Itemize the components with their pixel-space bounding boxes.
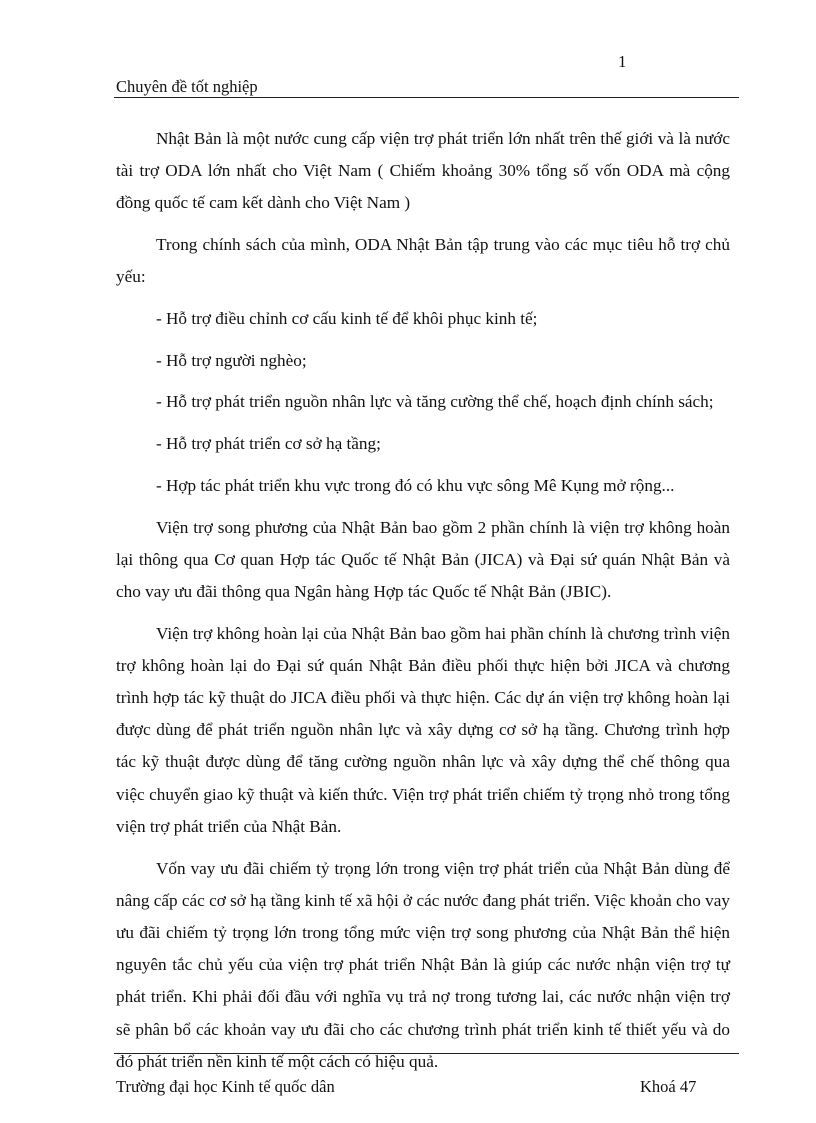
bullet-item: - Hỗ trợ điều chỉnh cơ cấu kinh tế để khôi phục kinh tế; bbox=[156, 309, 538, 329]
bullet-item: - Hỗ trợ người nghèo; bbox=[156, 350, 307, 370]
paragraph: Viện trợ không hoàn lại của Nhật Bản bao gồm hai phần chính là chương trình viện trợ không hoàn lại do Đại sứ quán Nhật Bản điều phối thực hiện bởi JICA và chương trình hợp tác kỹ thuật do JICA điều phối và thực hiện. Các dự án viện trợ không hoàn lại được dùng để phát triển nguồn nhân lực và xây dựng cơ sở hạ tầng. Chương trình hợp tác kỹ thuật được dùng để tăng cường nguồn nhân lực và xây dựng thể chế thông qua việc chuyển giao kỹ thuật và kiến thức. Viện trợ phát triển chiếm tỷ trọng nhỏ trong tổng viện trợ phát triển của Nhật Bản. bbox=[116, 623, 730, 836]
footer-course: Khoá 47 bbox=[640, 1077, 697, 1096]
footer-rule bbox=[114, 1053, 739, 1054]
header-title: Chuyên đề tốt nghiệp bbox=[116, 77, 258, 96]
footer-school: Trường đại học Kinh tế quốc dân bbox=[116, 1077, 335, 1096]
paragraph: Viện trợ song phương của Nhật Bản bao gồm 2 phần chính là viện trợ không hoàn lại thông qua Cơ quan Hợp tác Quốc tế Nhật Bản (JICA) và Đại sứ quán Nhật Bản và cho vay ưu đãi thông qua Ngân hàng Hợp tác Quốc tế Nhật Bản (JBIC). bbox=[116, 517, 730, 601]
document-body bbox=[116, 123, 730, 1087]
page-number: 1 bbox=[618, 52, 627, 71]
paragraph: Vốn vay ưu đãi chiếm tỷ trọng lớn trong viện trợ phát triển của Nhật Bản dùng để nâng cấp các cơ sở hạ tầng kinh tế xã hội ở các nước đang phát triển. Việc khoản cho vay ưu đãi chiếm tỷ trọng lớn trong tổng mức viện trợ song phương của Nhật Bản thể hiện nguyên tắc chủ yếu của viện trợ phát triển Nhật Bản là giúp các nước nhận viện trợ tự phát triển. Khi phải đối đầu với nghĩa vụ trả nợ trong tương lai, các nước nhận viện trợ sẽ phân bổ các khoản vay ưu đãi cho các chương trình phát triển kinh tế thiết yếu và do đó phát triển nền kinh tế một cách có hiệu quả. bbox=[116, 858, 730, 1071]
header-rule bbox=[114, 97, 739, 98]
bullet-item: - Hợp tác phát triển khu vực trong đó có khu vực sông Mê Kụng mở rộng... bbox=[156, 475, 675, 495]
paragraph: Nhật Bản là một nước cung cấp viện trợ phát triển lớn nhất trên thế giới và là nước tài trợ ODA lớn nhất cho Việt Nam ( Chiếm khoảng 30% tổng số vốn ODA mà cộng đồng quốc tế cam kết dành cho Việt Nam ) bbox=[116, 129, 730, 213]
bullet-item: - Hỗ trợ phát triển nguồn nhân lực và tăng cường thể chế, hoạch định chính sách; bbox=[156, 392, 714, 412]
bullet-item: - Hỗ trợ phát triển cơ sở hạ tầng; bbox=[156, 434, 381, 454]
paragraph: Trong chính sách của mình, ODA Nhật Bản tập trung vào các mục tiêu hỗ trợ chủ yếu: bbox=[116, 235, 730, 287]
